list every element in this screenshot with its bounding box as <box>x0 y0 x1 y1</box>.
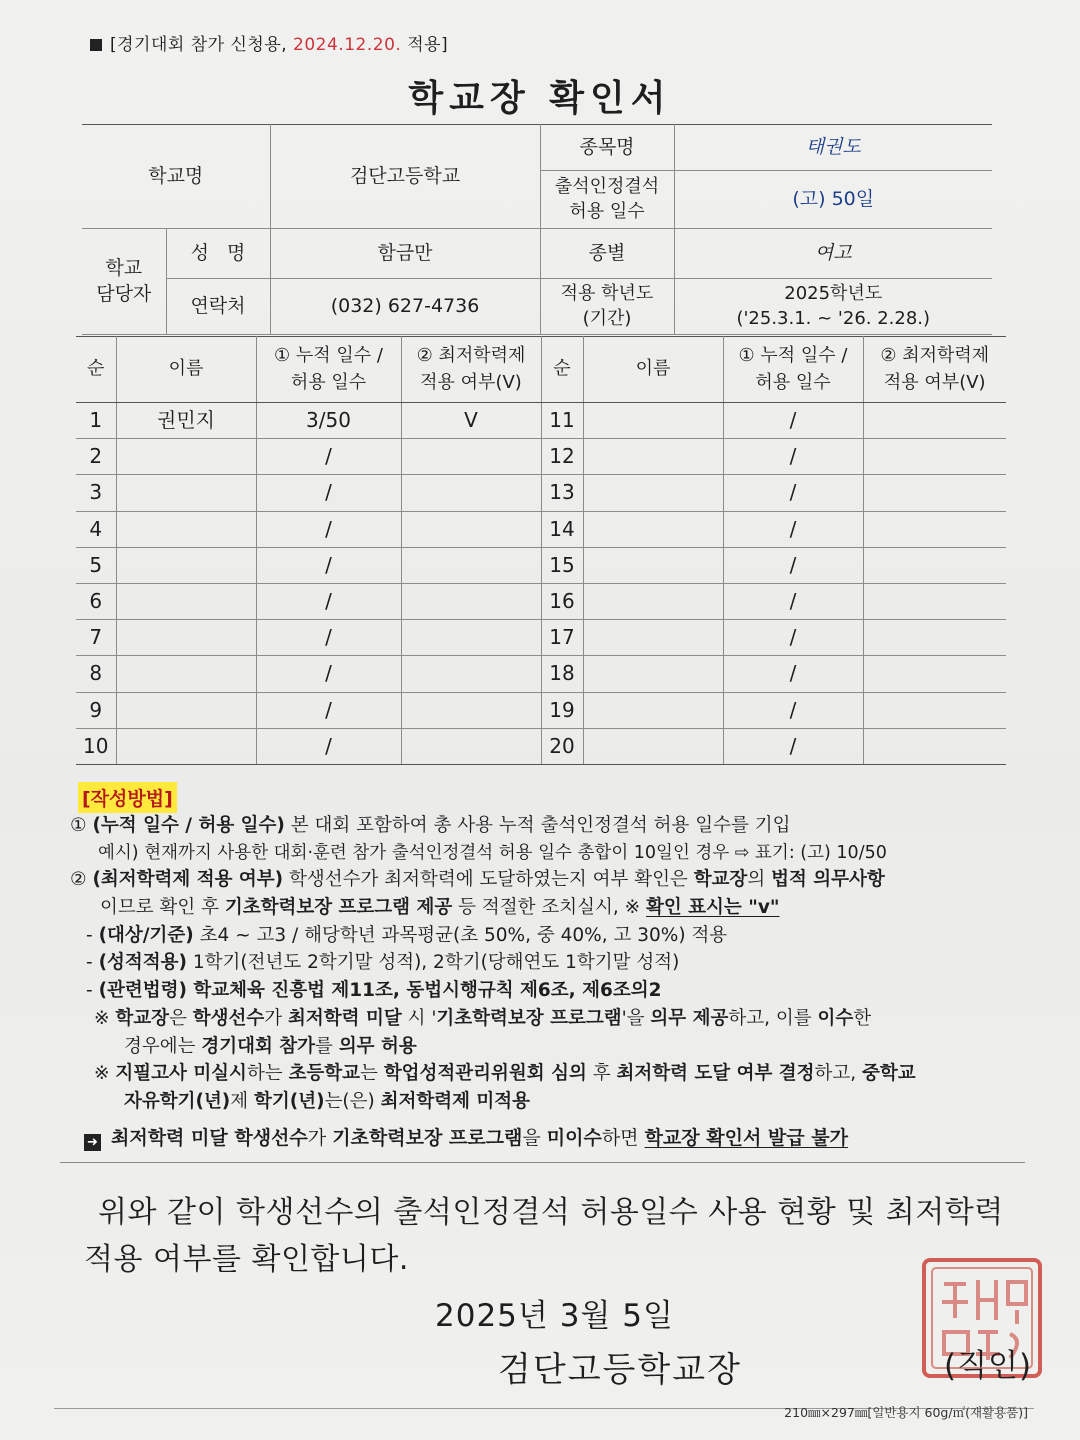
table-row <box>76 475 1006 511</box>
row-number: 18 <box>541 656 583 692</box>
year-value: 2025학년도 ('25.3.1. ~ '26. 2.28.) <box>674 279 992 335</box>
manager-name-value: 함금만 <box>270 229 540 279</box>
min-academic-check <box>401 583 541 619</box>
student-table <box>76 336 1006 765</box>
school-label: 학교명 <box>82 125 270 229</box>
row-number: 3 <box>76 475 116 511</box>
type-label: 종별 <box>540 229 674 279</box>
min-academic-check <box>401 728 541 764</box>
method-label: [작성방법] <box>78 782 177 813</box>
student-name <box>116 656 256 692</box>
table-row <box>76 656 1006 692</box>
min-academic-check <box>401 547 541 583</box>
paper-spec-note: 210㎜×297㎜[일반용지 60g/㎡(재활용품)] <box>784 1405 1028 1420</box>
cumulative-days: 3/50 <box>256 403 401 439</box>
row-number: 10 <box>76 728 116 764</box>
row-number: 19 <box>541 692 583 728</box>
row-number: 4 <box>76 511 116 547</box>
allowed-days-label: 출석인정결석 허용 일수 <box>540 171 674 229</box>
document-title: 학교장 확인서 <box>408 78 672 119</box>
cumulative-days: / <box>256 692 401 728</box>
row-number: 12 <box>541 439 583 475</box>
min-academic-check <box>863 583 1006 619</box>
col-min-academic-header: ② 최저학력제 적용 여부(V) <box>401 337 541 403</box>
arrow-box-icon: ➜ <box>84 1134 101 1151</box>
col-cumulative-header: ① 누적 일수 / 허용 일수 <box>723 337 863 403</box>
row-number: 2 <box>76 439 116 475</box>
student-name <box>583 511 723 547</box>
col-name-header: 이름 <box>116 337 256 403</box>
method-instructions: ① (누적 일수 / 허용 일수) 본 대회 포함하여 총 사용 누적 출석인정결석 허용 일수를 기입 예시) 현재까지 사용한 대회·훈련 참가 출석인정결석 허용 일수 총합이 10일인 경우 ⇨ 표기: (고) 10/50 ② (최저학력제 적용 여부) 학생선수가 최저학력에 도달하였는지 여부 확인은 학교장의 법적 의무사항 이므로 확인 후 기초학력보장 프로그램 제공 등 적절한 조치실시, ※ 확인 표시는 "v" - (대상/기준) 초4 ~ 고3 / 해당학년 과목평균(초 50%, 중 40%, 고 30%) 적용 - (성적적용) 1학기(전년도 2학기말 성적), 2학기(당해연도 1학기말 성적) - (관련법령) 학교체육 진흥법 제11조, 동법시행규칙 제6조, 제6조의2 ※ 학교장은 학생선수가 최저학력 미달 시 '기초학력보장 프로그램'을 의무 제공하고, 이를 이수한 경우에는 경기대회 참가를 의무 허용 ※ 지필고사 미실시하는 초등학교는 학업성적관리위원회 심의 후 최저학력 도달 여부 결정하고, 중학교 자유학기(년)제 학기(년)는(은) 최저학력제 미적용 ➜ 최저학력 미달 학생선수가 기초학력보장 프로그램을 미이수하면 학교장 확인서 발급 불가 <box>70 815 916 1150</box>
school-value: 검단고등학교 <box>270 125 540 229</box>
cumulative-days: / <box>256 620 401 656</box>
cumulative-days: / <box>256 547 401 583</box>
student-name <box>116 620 256 656</box>
manager-contact-value: (032) 627-4736 <box>270 279 540 335</box>
table-header-row <box>76 337 1006 403</box>
sport-value: 태권도 <box>674 125 992 171</box>
principal-title: 검단고등학교장 <box>498 1350 742 1390</box>
table-row <box>76 511 1006 547</box>
student-name: 권민지 <box>116 403 256 439</box>
issue-date: 2025년 3월 5일 <box>435 1298 674 1334</box>
table-row <box>76 547 1006 583</box>
col-min-academic-header: ② 최저학력제 적용 여부(V) <box>863 337 1006 403</box>
cumulative-days: / <box>723 656 863 692</box>
row-number: 13 <box>541 475 583 511</box>
cumulative-days: / <box>723 620 863 656</box>
row-number: 7 <box>76 620 116 656</box>
table-row <box>76 403 1006 439</box>
seal-label: (직인) <box>944 1348 1033 1384</box>
student-name <box>583 547 723 583</box>
min-academic-check <box>401 475 541 511</box>
student-name <box>583 728 723 764</box>
student-name <box>583 475 723 511</box>
cumulative-days: / <box>256 439 401 475</box>
cumulative-days: / <box>723 583 863 619</box>
allowed-days-value: (고) 50일 <box>674 171 992 229</box>
student-name <box>583 403 723 439</box>
student-name <box>583 656 723 692</box>
min-academic-check <box>863 547 1006 583</box>
row-number: 8 <box>76 656 116 692</box>
min-academic-check <box>401 439 541 475</box>
row-number: 5 <box>76 547 116 583</box>
cumulative-days: / <box>723 439 863 475</box>
min-academic-check <box>863 403 1006 439</box>
col-no-header: 순 <box>76 337 116 403</box>
manager-label: 학교 담당자 <box>82 229 166 335</box>
cumulative-days: / <box>723 511 863 547</box>
min-academic-check <box>863 656 1006 692</box>
student-name <box>583 583 723 619</box>
cumulative-days: / <box>256 511 401 547</box>
student-name <box>116 583 256 619</box>
cumulative-days: / <box>256 583 401 619</box>
section-divider <box>60 1162 1025 1163</box>
min-academic-check <box>863 728 1006 764</box>
type-value: 여고 <box>674 229 992 279</box>
min-academic-check <box>863 475 1006 511</box>
table-row <box>76 620 1006 656</box>
cumulative-days: / <box>723 692 863 728</box>
cumulative-days: / <box>256 475 401 511</box>
row-number: 20 <box>541 728 583 764</box>
min-academic-check <box>863 620 1006 656</box>
student-name <box>116 692 256 728</box>
min-academic-check <box>863 439 1006 475</box>
row-number: 16 <box>541 583 583 619</box>
confirmation-statement: 위와 같이 학생선수의 출석인정결석 허용일수 사용 현황 및 최저학력 적용 여부를 확인합니다. <box>84 1195 1004 1277</box>
col-no-header: 순 <box>541 337 583 403</box>
student-name <box>116 547 256 583</box>
student-name <box>116 511 256 547</box>
table-row <box>76 692 1006 728</box>
min-academic-check <box>401 692 541 728</box>
col-cumulative-header: ① 누적 일수 / 허용 일수 <box>256 337 401 403</box>
school-info-table <box>82 124 992 335</box>
manager-contact-label: 연락처 <box>166 279 270 335</box>
cumulative-days: / <box>723 547 863 583</box>
table-row <box>76 728 1006 764</box>
row-number: 6 <box>76 583 116 619</box>
col-name-header: 이름 <box>583 337 723 403</box>
student-name <box>583 439 723 475</box>
cumulative-days: / <box>723 403 863 439</box>
manager-name-label: 성 명 <box>166 229 270 279</box>
row-number: 17 <box>541 620 583 656</box>
cumulative-days: / <box>723 728 863 764</box>
square-bullet-icon <box>90 39 102 51</box>
min-academic-check <box>401 620 541 656</box>
min-academic-check <box>401 656 541 692</box>
form-tag-date: 2024.12.20. <box>293 35 402 55</box>
cumulative-days: / <box>256 728 401 764</box>
cumulative-days: / <box>256 656 401 692</box>
student-name <box>583 620 723 656</box>
row-number: 11 <box>541 403 583 439</box>
student-name <box>116 475 256 511</box>
row-number: 9 <box>76 692 116 728</box>
min-academic-check <box>863 692 1006 728</box>
row-number: 14 <box>541 511 583 547</box>
cumulative-days: / <box>723 475 863 511</box>
row-number: 15 <box>541 547 583 583</box>
table-row <box>76 439 1006 475</box>
sport-label: 종목명 <box>540 125 674 171</box>
year-label: 적용 학년도 (기간) <box>540 279 674 335</box>
row-number: 1 <box>76 403 116 439</box>
student-name <box>116 728 256 764</box>
table-row <box>76 583 1006 619</box>
student-name <box>116 439 256 475</box>
min-academic-check <box>863 511 1006 547</box>
student-name <box>583 692 723 728</box>
min-academic-check: V <box>401 403 541 439</box>
min-academic-check <box>401 511 541 547</box>
form-tag: [경기대회 참가 신청용, 2024.12.20. 적용] <box>90 30 448 55</box>
